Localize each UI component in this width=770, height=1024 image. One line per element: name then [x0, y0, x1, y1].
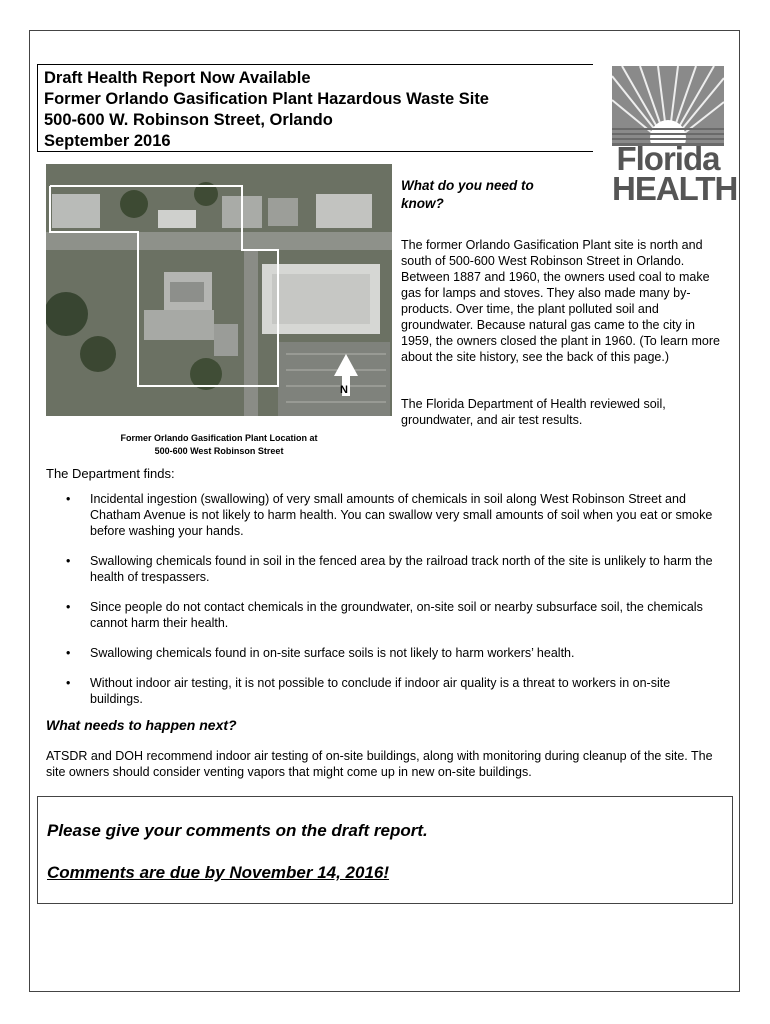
- next-steps-heading: What needs to happen next?: [46, 717, 237, 733]
- bullet-icon: •: [66, 676, 71, 690]
- bullet-icon: •: [66, 600, 71, 614]
- comments-request: Please give your comments on the draft report.: [47, 821, 428, 840]
- bullet-icon: •: [66, 554, 71, 568]
- title-line-1: Draft Health Report Now Available: [44, 69, 311, 87]
- findings-list: [46, 491, 726, 721]
- florida-health-logo: [612, 66, 738, 207]
- logo-florida-text: Florida: [616, 140, 720, 177]
- finding-text: Swallowing chemicals found in soil in the fenced area by the railroad track north of the site is unlikely to harm the health of trespassers.: [90, 554, 713, 584]
- title-line-4: September 2016: [44, 132, 171, 150]
- north-arrow-label: N: [340, 384, 348, 396]
- title-line-3: 500-600 W. Robinson Street, Orlando: [44, 111, 333, 129]
- finding-text: Since people do not contact chemicals in the groundwater, on-site soil or nearby subsurface soil, the chemicals cannot harm their health.: [90, 600, 703, 630]
- list-item: [46, 675, 726, 707]
- next-steps-body: ATSDR and DOH recommend indoor air testing of on-site buildings, along with monitoring during cleanup of the site. The site owners should consider venting vapors that might come up in new on-site buildings.: [46, 749, 713, 779]
- list-item: [46, 645, 726, 661]
- site-aerial-map: [46, 164, 392, 416]
- report-title-box: [37, 64, 593, 152]
- list-item: [46, 599, 726, 631]
- title-line-2: Former Orlando Gasification Plant Hazardous Waste Site: [44, 90, 489, 108]
- finding-text: Without indoor air testing, it is not possible to conclude if indoor air quality is a threat to workers in on-site buildings.: [90, 676, 671, 706]
- know-heading: What do you need to know?: [401, 178, 534, 211]
- know-paragraph-1: The former Orlando Gasification Plant site is north and south of 500-600 West Robinson Street in Orlando. Between 1887 and 1960, the owners used coal to make gas for lamps and stoves. They also made many by-products. Over time, the plant polluted soil and groundwater. Because natural gas came to the city in 1959, the owners closed the plant in 1960. (To learn more about the site history, see the back of this page.): [401, 238, 720, 364]
- list-item: [46, 491, 726, 539]
- map-caption: [46, 432, 392, 458]
- bullet-icon: •: [66, 646, 71, 660]
- map-caption-line-1: Former Orlando Gasification Plant Location at: [120, 433, 318, 443]
- aerial-photo-image: [46, 164, 392, 416]
- logo-health-text: HEALTH: [612, 170, 738, 207]
- list-item: [46, 553, 726, 585]
- comments-box: [37, 796, 733, 904]
- finding-text: Swallowing chemicals found in on-site surface soils is not likely to harm workers’ health.: [90, 646, 575, 660]
- finding-text: Incidental ingestion (swallowing) of very small amounts of chemicals in soil along West Robinson Street and Chatham Avenue is not likely to harm health. You can swallow very small amounts of soil when you eat or smoke before washing your hands.: [90, 492, 713, 538]
- findings-intro: The Department finds:: [46, 466, 175, 481]
- know-paragraph-2: The Florida Department of Health reviewed soil, groundwater, and air test results.: [401, 397, 666, 427]
- sunburst-icon: [612, 66, 724, 146]
- comments-deadline: Comments are due by November 14, 2016!: [47, 863, 390, 882]
- map-caption-line-2: 500-600 West Robinson Street: [154, 446, 284, 456]
- bullet-icon: •: [66, 492, 71, 506]
